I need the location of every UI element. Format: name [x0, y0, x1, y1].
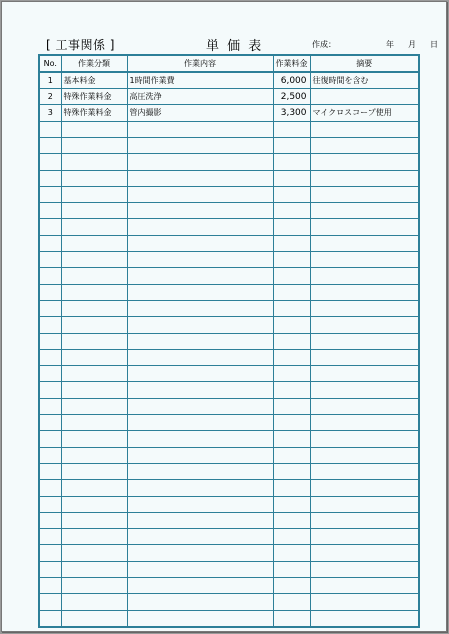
cell-fee[interactable]: [273, 219, 310, 235]
cell-category[interactable]: [61, 203, 127, 219]
table-row: [40, 72, 418, 88]
table-row: [40, 89, 418, 105]
cell-category[interactable]: 特殊作業料金: [61, 105, 127, 121]
cell-no[interactable]: [40, 415, 61, 431]
cell-content[interactable]: [127, 496, 273, 512]
cell-fee[interactable]: 2,500: [273, 89, 310, 105]
cell-content[interactable]: 高圧洗浄: [127, 89, 273, 105]
cell-no[interactable]: [40, 578, 61, 594]
cell-fee[interactable]: [273, 415, 310, 431]
cell-category[interactable]: [61, 480, 127, 496]
cell-note[interactable]: [310, 89, 418, 105]
table-row: [40, 333, 418, 349]
cell-content[interactable]: [127, 252, 273, 268]
table-row: [40, 447, 418, 463]
cell-category[interactable]: [61, 186, 127, 202]
cell-note[interactable]: [310, 186, 418, 202]
cell-category[interactable]: [61, 545, 127, 561]
cell-fee[interactable]: [273, 431, 310, 447]
cell-note[interactable]: [310, 366, 418, 382]
table-row: [40, 300, 418, 316]
cell-content[interactable]: [127, 235, 273, 251]
cell-fee[interactable]: [273, 610, 310, 626]
cell-category[interactable]: [61, 268, 127, 284]
cell-category[interactable]: [61, 578, 127, 594]
cell-no[interactable]: [40, 561, 61, 577]
cell-note[interactable]: [310, 333, 418, 349]
cell-no[interactable]: 2: [40, 89, 61, 105]
title-row: [38, 36, 438, 54]
table-row: [40, 121, 418, 137]
table-row: [40, 186, 418, 202]
table-row: [40, 268, 418, 284]
cell-note[interactable]: マイクロスコープ使用: [310, 105, 418, 121]
cell-fee[interactable]: [273, 317, 310, 333]
cell-fee[interactable]: [273, 284, 310, 300]
cell-no[interactable]: [40, 398, 61, 414]
cell-category[interactable]: [61, 333, 127, 349]
table-row: [40, 235, 418, 251]
cell-note[interactable]: [310, 349, 418, 365]
cell-note[interactable]: [310, 578, 418, 594]
cell-content[interactable]: [127, 170, 273, 186]
cell-note[interactable]: [310, 170, 418, 186]
cell-no[interactable]: [40, 366, 61, 382]
cell-content[interactable]: [127, 154, 273, 170]
cell-fee[interactable]: [273, 154, 310, 170]
cell-note[interactable]: [310, 431, 418, 447]
cell-no[interactable]: [40, 186, 61, 202]
cell-note[interactable]: [310, 529, 418, 545]
table-row: [40, 203, 418, 219]
cell-note[interactable]: [310, 235, 418, 251]
table-row: [40, 137, 418, 153]
table-row: [40, 529, 418, 545]
cell-category[interactable]: [61, 366, 127, 382]
cell-category[interactable]: 特殊作業料金: [61, 89, 127, 105]
cell-content[interactable]: [127, 594, 273, 610]
cell-note[interactable]: [310, 219, 418, 235]
table-header-row: [40, 56, 418, 72]
cell-note[interactable]: [310, 561, 418, 577]
cell-note[interactable]: [310, 496, 418, 512]
cell-content[interactable]: [127, 203, 273, 219]
cell-fee[interactable]: [273, 382, 310, 398]
cell-category[interactable]: 基本料金: [61, 72, 127, 88]
cell-category[interactable]: [61, 431, 127, 447]
cell-no[interactable]: [40, 463, 61, 479]
cell-no[interactable]: [40, 496, 61, 512]
cell-content[interactable]: [127, 561, 273, 577]
table-row: [40, 578, 418, 594]
cell-fee[interactable]: [273, 186, 310, 202]
cell-content[interactable]: [127, 317, 273, 333]
table-row: [40, 105, 418, 121]
cell-note[interactable]: [310, 415, 418, 431]
cell-content[interactable]: [127, 512, 273, 528]
document-page: [1, 1, 447, 632]
cell-content[interactable]: [127, 366, 273, 382]
cell-content[interactable]: [127, 300, 273, 316]
cell-content[interactable]: [127, 480, 273, 496]
cell-note[interactable]: [310, 594, 418, 610]
cell-content[interactable]: [127, 545, 273, 561]
cell-fee[interactable]: [273, 268, 310, 284]
price-table: [38, 54, 420, 628]
table-row: [40, 398, 418, 414]
cell-note[interactable]: [310, 463, 418, 479]
table-row: [40, 366, 418, 382]
cell-note[interactable]: [310, 480, 418, 496]
cell-fee[interactable]: [273, 480, 310, 496]
table-row: [40, 545, 418, 561]
cell-no[interactable]: [40, 219, 61, 235]
cell-content[interactable]: [127, 382, 273, 398]
table-row: [40, 349, 418, 365]
cell-content[interactable]: 管内撮影: [127, 105, 273, 121]
cell-fee[interactable]: [273, 545, 310, 561]
cell-no[interactable]: [40, 447, 61, 463]
cell-fee[interactable]: [273, 137, 310, 153]
table-row: [40, 252, 418, 268]
cell-fee[interactable]: [273, 170, 310, 186]
table-row: [40, 512, 418, 528]
cell-content[interactable]: [127, 578, 273, 594]
cell-content[interactable]: [127, 398, 273, 414]
cell-content[interactable]: [127, 333, 273, 349]
cell-content[interactable]: [127, 219, 273, 235]
cell-no[interactable]: [40, 300, 61, 316]
cell-content[interactable]: [127, 186, 273, 202]
cell-category[interactable]: [61, 235, 127, 251]
cell-category[interactable]: [61, 529, 127, 545]
cell-no[interactable]: [40, 252, 61, 268]
cell-no[interactable]: [40, 349, 61, 365]
cell-no[interactable]: [40, 121, 61, 137]
cell-no[interactable]: [40, 268, 61, 284]
cell-fee[interactable]: [273, 121, 310, 137]
cell-no[interactable]: [40, 235, 61, 251]
cell-category[interactable]: [61, 561, 127, 577]
cell-fee[interactable]: 3,300: [273, 105, 310, 121]
cell-content[interactable]: [127, 121, 273, 137]
cell-category[interactable]: [61, 284, 127, 300]
cell-no[interactable]: [40, 610, 61, 626]
cell-content[interactable]: [127, 431, 273, 447]
cell-no[interactable]: [40, 170, 61, 186]
cell-no[interactable]: [40, 529, 61, 545]
column-header-content: 作業内容: [127, 56, 273, 72]
cell-category[interactable]: [61, 252, 127, 268]
cell-content[interactable]: [127, 610, 273, 626]
cell-no[interactable]: [40, 317, 61, 333]
column-header-fee: 作業料金: [273, 56, 310, 72]
cell-content[interactable]: [127, 463, 273, 479]
cell-note[interactable]: [310, 154, 418, 170]
cell-note[interactable]: [310, 137, 418, 153]
cell-category[interactable]: [61, 610, 127, 626]
cell-fee[interactable]: [273, 578, 310, 594]
cell-fee[interactable]: [273, 333, 310, 349]
table-body: [40, 72, 418, 626]
cell-no[interactable]: [40, 382, 61, 398]
cell-category[interactable]: [61, 137, 127, 153]
cell-no[interactable]: [40, 137, 61, 153]
table-row: [40, 415, 418, 431]
cell-category[interactable]: [61, 300, 127, 316]
cell-note[interactable]: 往復時間を含む: [310, 72, 418, 88]
table-row: [40, 610, 418, 626]
cell-fee[interactable]: [273, 496, 310, 512]
cell-note[interactable]: [310, 252, 418, 268]
table-row: [40, 170, 418, 186]
cell-fee[interactable]: [273, 447, 310, 463]
cell-no[interactable]: [40, 512, 61, 528]
cell-content[interactable]: [127, 284, 273, 300]
cell-note[interactable]: [310, 610, 418, 626]
created-label: 作成：: [312, 40, 336, 49]
cell-no[interactable]: [40, 154, 61, 170]
cell-note[interactable]: [310, 203, 418, 219]
cell-content[interactable]: [127, 137, 273, 153]
cell-fee[interactable]: [273, 300, 310, 316]
cell-fee[interactable]: [273, 561, 310, 577]
table-row: [40, 480, 418, 496]
cell-no[interactable]: [40, 594, 61, 610]
cell-content[interactable]: 1時間作業費: [127, 72, 273, 88]
cell-note[interactable]: [310, 268, 418, 284]
cell-note[interactable]: [310, 284, 418, 300]
cell-fee[interactable]: [273, 349, 310, 365]
table-row: [40, 496, 418, 512]
cell-note[interactable]: [310, 121, 418, 137]
cell-category[interactable]: [61, 154, 127, 170]
cell-category[interactable]: [61, 317, 127, 333]
cell-note[interactable]: [310, 300, 418, 316]
cell-fee[interactable]: [273, 529, 310, 545]
table-row: [40, 463, 418, 479]
cell-no[interactable]: [40, 203, 61, 219]
cell-category[interactable]: [61, 219, 127, 235]
table-row: [40, 154, 418, 170]
cell-fee[interactable]: [273, 366, 310, 382]
table-row: [40, 219, 418, 235]
cell-content[interactable]: [127, 447, 273, 463]
table-row: [40, 382, 418, 398]
cell-fee[interactable]: 6,000: [273, 72, 310, 88]
cell-category[interactable]: [61, 463, 127, 479]
column-header-no: No.: [40, 56, 61, 72]
cell-note[interactable]: [310, 398, 418, 414]
cell-no[interactable]: [40, 480, 61, 496]
column-header-category: 作業分類: [61, 56, 127, 72]
cell-category[interactable]: [61, 447, 127, 463]
column-header-note: 摘要: [310, 56, 418, 72]
month-label: 月: [408, 40, 416, 49]
year-label: 年: [386, 40, 394, 49]
cell-fee[interactable]: [273, 252, 310, 268]
cell-category[interactable]: [61, 512, 127, 528]
cell-no[interactable]: [40, 284, 61, 300]
cell-note[interactable]: [310, 545, 418, 561]
table-row: [40, 431, 418, 447]
table-row: [40, 284, 418, 300]
cell-category[interactable]: [61, 121, 127, 137]
table-row: [40, 594, 418, 610]
cell-category[interactable]: [61, 496, 127, 512]
cell-category[interactable]: [61, 349, 127, 365]
table-row: [40, 561, 418, 577]
cell-no[interactable]: 1: [40, 72, 61, 88]
cell-fee[interactable]: [273, 235, 310, 251]
cell-category[interactable]: [61, 382, 127, 398]
day-label: 日: [430, 40, 438, 49]
cell-fee[interactable]: [273, 203, 310, 219]
cell-note[interactable]: [310, 317, 418, 333]
cell-fee[interactable]: [273, 594, 310, 610]
cell-note[interactable]: [310, 447, 418, 463]
cell-fee[interactable]: [273, 512, 310, 528]
cell-content[interactable]: [127, 349, 273, 365]
cell-fee[interactable]: [273, 398, 310, 414]
cell-note[interactable]: [310, 382, 418, 398]
table-row: [40, 317, 418, 333]
cell-no[interactable]: 3: [40, 105, 61, 121]
cell-note[interactable]: [310, 512, 418, 528]
category-label: [ 工事関係 ]: [46, 38, 115, 52]
cell-no[interactable]: [40, 545, 61, 561]
cell-category[interactable]: [61, 398, 127, 414]
cell-no[interactable]: [40, 431, 61, 447]
cell-category[interactable]: [61, 170, 127, 186]
cell-no[interactable]: [40, 333, 61, 349]
cell-content[interactable]: [127, 529, 273, 545]
cell-content[interactable]: [127, 415, 273, 431]
cell-fee[interactable]: [273, 463, 310, 479]
cell-content[interactable]: [127, 268, 273, 284]
cell-category[interactable]: [61, 415, 127, 431]
cell-category[interactable]: [61, 594, 127, 610]
page-title: 単 価 表: [206, 39, 264, 54]
